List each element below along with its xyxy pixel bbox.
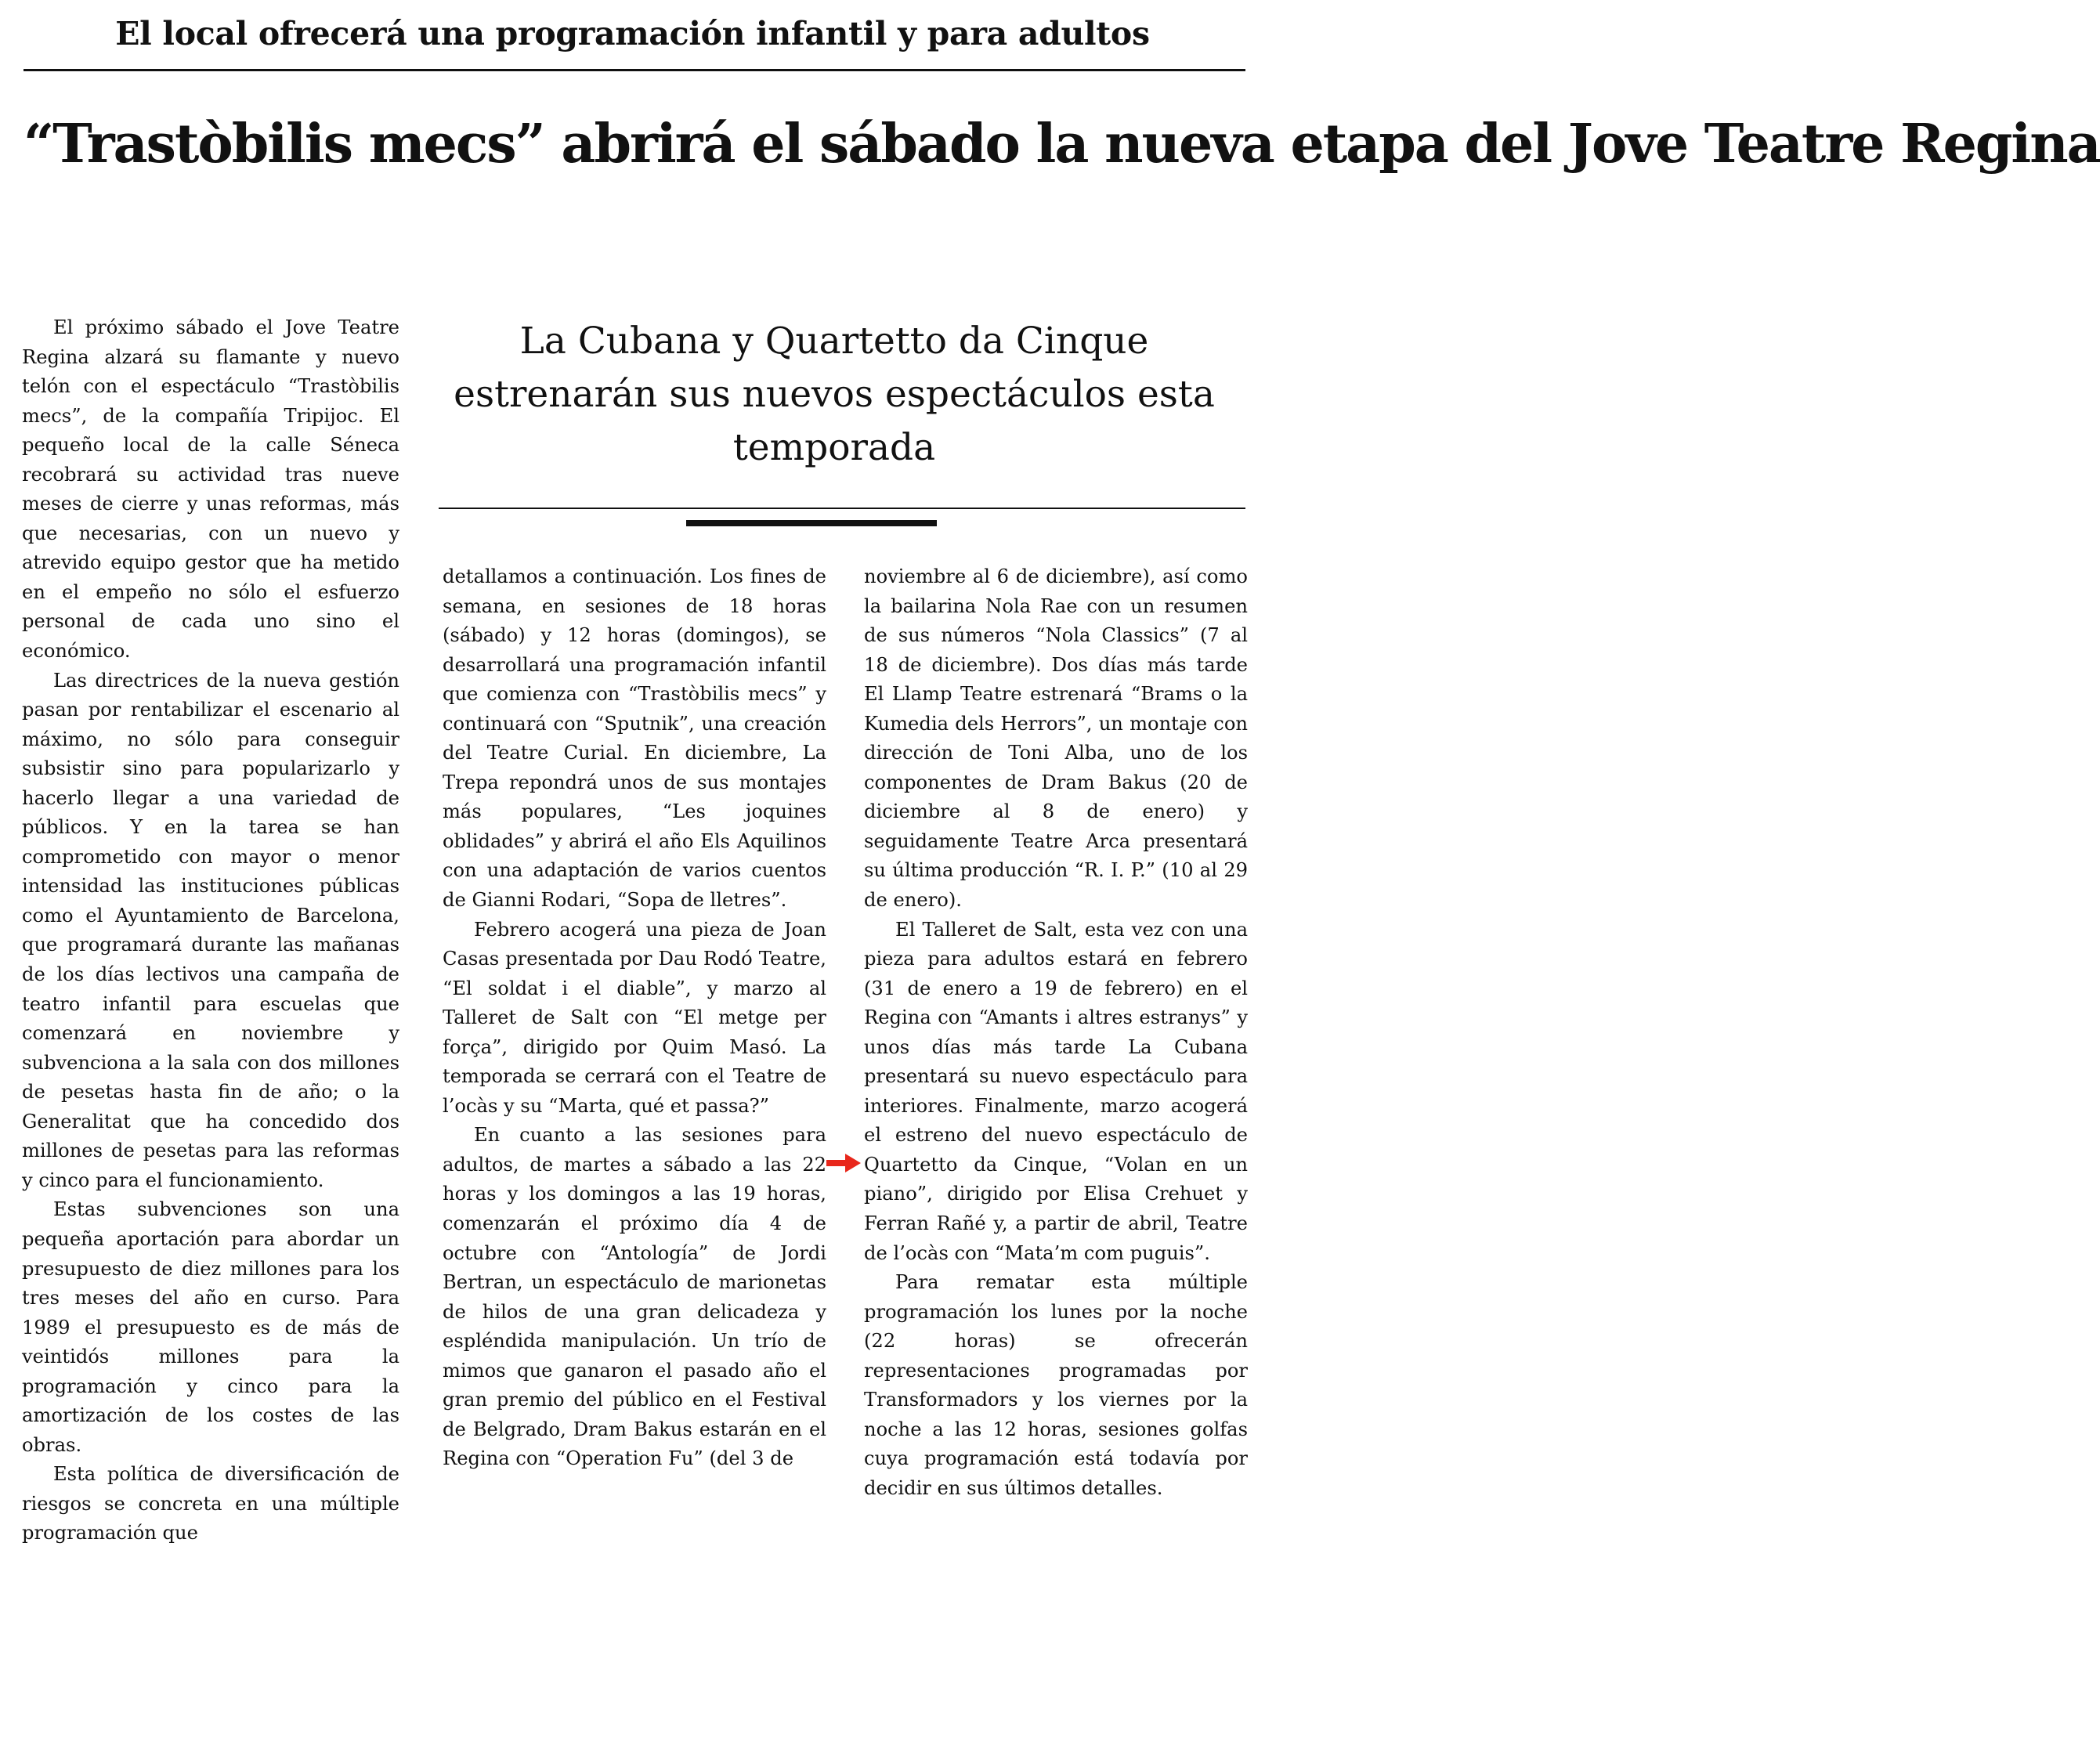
paragraph: Febrero acogerá una pieza de Joan Casas presentada por Dau Rodó Teatre, “El soldat i el diable”, y marzo al Talleret de Salt con “El metge per força”, dirigido por Quim Masó. La temporada se cerrará con el Teatre de l’ocàs y su “Marta, qué et passa?” [443,918,826,1117]
paragraph: Las directrices de la nueva gestión pasan por rentabilizar el escenario al máximo, no sólo para conseguir subsistir sino para popularizarlo y hacerlo llegar a una variedad de públicos. Y en la tarea se han comprometido con mayor o menor intensidad las instituciones públicas como el Ayuntamiento de Barcelona, que programará durante las mañanas de los días lectivos una campaña de teatro infantil para escuelas que comenzará en noviembre y subvenciona a la sala con dos millones de pesetas hasta fin de año; o la Generalitat que ha concedido dos millones de pesetas para las reformas y cinco para el funcionamiento. [22,669,399,1191]
paragraph: El Talleret de Salt, esta vez con una pieza para adultos estará en febrero (31 de enero a 19 de febrero) en el Regina con “Amants i altres estranys” y unos días más tarde La Cubana presentará su nuevo espectáculo para interiores. Finalmente, marzo acogerá el estreno del nuevo espectáculo de Quartetto da Cinque, “Volan en un piano”, dirigido por Elisa Crehuet y Ferran Rañé y, a partir de abril, Teatre de l’ocàs con “Mata’m com puguis”. [864,918,1248,1264]
subhead-rule-thick [686,520,937,526]
main-headline [23,94,2100,194]
arrow-shaft [826,1160,847,1166]
paragraph: noviembre al 6 de diciembre), así como la bailarina Nola Rae con un resumen de sus números “Nola Classics” (7 al 18 de diciembre). Dos días más tarde El Llamp Teatre estrenará “Brams o la Kumedia dels Herrors”, un montaje con dirección de Toni Alba, uno de los componentes de Dram Bakus (20 de diciembre al 8 de enero) y seguidamente Teatre Arca presentará su última producción “R. I. P.” (10 al 29 de enero). [864,565,1248,912]
subhead-rule [439,508,1245,509]
subheadline: La Cubana y Quartetto da Cinque estrenarán sus nuevos espectáculos esta temporada [454,320,1215,469]
article-column-2 [443,562,826,1474]
kicker-headline: El local ofrecerá una programación infantil y para adultos [115,15,1150,52]
arrow-right-icon [826,1153,861,1173]
paragraph: detallamos a continuación. Los fines de semana, en sesiones de 18 horas (sábado) y 12 horas (domingos), se desarrollará una programación infantil que comienza con “Trastòbilis mecs” y continuará con “Sputnik”, una creación del Teatre Curial. En diciembre, La Trepa repondrá unos de sus montajes más populares, “Les joquines oblidades” y abrirá el año Els Aquilinos con una adaptación de varios cuentos de Gianni Rodari, “Sopa de lletres”. [443,565,826,912]
paragraph: En cuanto a las sesiones para adultos, de martes a sábado a las 22 horas y los domingos a las 19 horas, comenzarán el próximo día 4 de octubre con “Antología” de Jordi Bertran, un espectáculo de marionetas de hilos de una gran delicadeza y espléndida manipulación. Un trío de mimos que ganaron el pasado año el gran premio del público en el Festival de Belgrado, Dram Bakus estarán en el Regina con “Operation Fu” (del 3 de [443,1124,826,1470]
paragraph: Estas subvenciones son una pequeña aportación para abordar un presupuesto de diez millones para los tres meses del año en curso. Para 1989 el presupuesto es de más de veintidós millones para la programación y cinco para la amortización de los costes de las obras. [22,1198,399,1456]
article-column-1 [22,313,399,1548]
headline-text: “Trastòbilis mecs” abrirá el sábado la nueva etapa del Jove Teatre Regina [23,113,2100,175]
paragraph: El próximo sábado el Jove Teatre Regina alzará su flamante y nuevo telón con el espectáculo “Trastòbilis mecs”, de la compañía Tripijoc. El pequeño local de la calle Séneca recobrará su actividad tras nueve meses de cierre y unas reformas, más que necesarias, con un nuevo y atrevido equipo gestor que ha metido en el empeño no sólo el esfuerzo personal de cada uno sino el económico. [22,316,399,663]
kicker-rule [23,69,1245,71]
paragraph: Esta política de diversificación de riesgos se concreta en una múltiple programación que [22,1463,399,1544]
article-column-3 [864,562,1248,1504]
arrow-head [845,1154,861,1172]
paragraph: Para rematar esta múltiple programación los lunes por la noche (22 horas) se ofrecerán representaciones programadas por Transformadors y los viernes por la noche a las 12 horas, sesiones golfas cuya programación está todavía por decidir en sus últimos detalles. [864,1271,1248,1499]
